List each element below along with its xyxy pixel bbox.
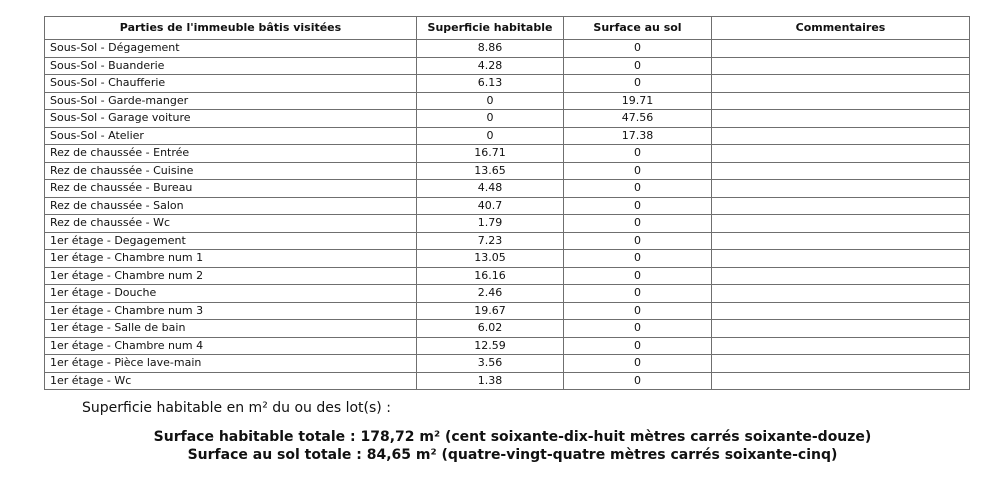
cell-partie: Sous-Sol - Garde-manger [45, 92, 417, 110]
cell-superficie-habitable: 4.48 [417, 180, 564, 198]
table-row [45, 372, 970, 390]
table-row [45, 197, 970, 215]
cell-surface-au-sol: 0 [564, 180, 712, 198]
cell-commentaire [712, 337, 970, 355]
cell-partie: Rez de chaussée - Cuisine [45, 162, 417, 180]
cell-surface-au-sol: 19.71 [564, 92, 712, 110]
cell-commentaire [712, 127, 970, 145]
cell-partie: Sous-Sol - Atelier [45, 127, 417, 145]
cell-superficie-habitable: 0 [417, 127, 564, 145]
cell-partie: Sous-Sol - Garage voiture [45, 110, 417, 128]
cell-superficie-habitable: 7.23 [417, 232, 564, 250]
cell-commentaire [712, 250, 970, 268]
table-row [45, 57, 970, 75]
cell-partie: Rez de chaussée - Salon [45, 197, 417, 215]
table-row [45, 40, 970, 58]
table-header-row [45, 17, 970, 40]
cell-surface-au-sol: 0 [564, 162, 712, 180]
cell-commentaire [712, 232, 970, 250]
cell-commentaire [712, 267, 970, 285]
cell-superficie-habitable: 2.46 [417, 285, 564, 303]
cell-partie: Rez de chaussée - Entrée [45, 145, 417, 163]
header-commentaires: Commentaires [712, 17, 970, 40]
cell-superficie-habitable: 4.28 [417, 57, 564, 75]
table-row [45, 232, 970, 250]
cell-commentaire [712, 215, 970, 233]
cell-surface-au-sol: 0 [564, 372, 712, 390]
cell-superficie-habitable: 0 [417, 110, 564, 128]
cell-superficie-habitable: 13.05 [417, 250, 564, 268]
cell-partie: Sous-Sol - Dégagement [45, 40, 417, 58]
table-row [45, 250, 970, 268]
cell-commentaire [712, 320, 970, 338]
table-row [45, 267, 970, 285]
header-superficie-habitable: Superficie habitable [417, 17, 564, 40]
table-row [45, 285, 970, 303]
cell-surface-au-sol: 17.38 [564, 127, 712, 145]
cell-superficie-habitable: 8.86 [417, 40, 564, 58]
cell-partie: 1er étage - Chambre num 4 [45, 337, 417, 355]
table-row [45, 302, 970, 320]
cell-commentaire [712, 302, 970, 320]
table-row [45, 127, 970, 145]
cell-commentaire [712, 355, 970, 373]
cell-superficie-habitable: 16.71 [417, 145, 564, 163]
cell-surface-au-sol: 0 [564, 57, 712, 75]
cell-superficie-habitable: 19.67 [417, 302, 564, 320]
cell-partie: 1er étage - Wc [45, 372, 417, 390]
cell-commentaire [712, 145, 970, 163]
table-row [45, 145, 970, 163]
cell-surface-au-sol: 0 [564, 197, 712, 215]
cell-partie: Rez de chaussée - Wc [45, 215, 417, 233]
cell-surface-au-sol: 0 [564, 337, 712, 355]
cell-surface-au-sol: 0 [564, 215, 712, 233]
table-row [45, 110, 970, 128]
table-row [45, 320, 970, 338]
cell-superficie-habitable: 16.16 [417, 267, 564, 285]
cell-superficie-habitable: 6.13 [417, 75, 564, 93]
table-row [45, 75, 970, 93]
cell-surface-au-sol: 0 [564, 355, 712, 373]
cell-commentaire [712, 197, 970, 215]
cell-surface-au-sol: 0 [564, 285, 712, 303]
cell-surface-au-sol: 0 [564, 145, 712, 163]
cell-commentaire [712, 75, 970, 93]
cell-superficie-habitable: 3.56 [417, 355, 564, 373]
cell-superficie-habitable: 12.59 [417, 337, 564, 355]
cell-partie: Rez de chaussée - Bureau [45, 180, 417, 198]
cell-partie: 1er étage - Chambre num 1 [45, 250, 417, 268]
table-row [45, 180, 970, 198]
cell-commentaire [712, 162, 970, 180]
cell-partie: 1er étage - Douche [45, 285, 417, 303]
summary-intro: Superficie habitable en m² du ou des lot(s) : [82, 400, 391, 416]
cell-superficie-habitable: 1.79 [417, 215, 564, 233]
total-sol: Surface au sol totale : 84,65 m² (quatre-vingt-quatre mètres carrés soixante-cinq) [187, 447, 838, 463]
table-row [45, 92, 970, 110]
header-parties: Parties de l'immeuble bâtis visitées [45, 17, 417, 40]
cell-partie: 1er étage - Chambre num 2 [45, 267, 417, 285]
table-row [45, 337, 970, 355]
cell-superficie-habitable: 0 [417, 92, 564, 110]
cell-surface-au-sol: 0 [564, 302, 712, 320]
cell-surface-au-sol: 0 [564, 232, 712, 250]
cell-surface-au-sol: 0 [564, 320, 712, 338]
cell-superficie-habitable: 13.65 [417, 162, 564, 180]
cell-commentaire [712, 110, 970, 128]
cell-partie: 1er étage - Pièce lave-main [45, 355, 417, 373]
cell-surface-au-sol: 47.56 [564, 110, 712, 128]
table-row [45, 162, 970, 180]
cell-surface-au-sol: 0 [564, 40, 712, 58]
cell-surface-au-sol: 0 [564, 75, 712, 93]
cell-partie: Sous-Sol - Buanderie [45, 57, 417, 75]
cell-commentaire [712, 285, 970, 303]
cell-commentaire [712, 92, 970, 110]
surfaces-table-container [44, 16, 969, 390]
cell-partie: 1er étage - Salle de bain [45, 320, 417, 338]
cell-surface-au-sol: 0 [564, 267, 712, 285]
cell-commentaire [712, 57, 970, 75]
table-row [45, 355, 970, 373]
surfaces-table [44, 16, 970, 390]
table-body [45, 40, 970, 390]
cell-superficie-habitable: 1.38 [417, 372, 564, 390]
cell-superficie-habitable: 6.02 [417, 320, 564, 338]
cell-commentaire [712, 372, 970, 390]
cell-superficie-habitable: 40.7 [417, 197, 564, 215]
table-row [45, 215, 970, 233]
total-habitable: Surface habitable totale : 178,72 m² (cent soixante-dix-huit mètres carrés soixante-douze) [153, 429, 872, 445]
cell-partie: 1er étage - Chambre num 3 [45, 302, 417, 320]
totals-block [0, 428, 1000, 464]
header-surface-au-sol: Surface au sol [564, 17, 712, 40]
cell-commentaire [712, 180, 970, 198]
cell-commentaire [712, 40, 970, 58]
cell-partie: 1er étage - Degagement [45, 232, 417, 250]
cell-partie: Sous-Sol - Chaufferie [45, 75, 417, 93]
cell-surface-au-sol: 0 [564, 250, 712, 268]
